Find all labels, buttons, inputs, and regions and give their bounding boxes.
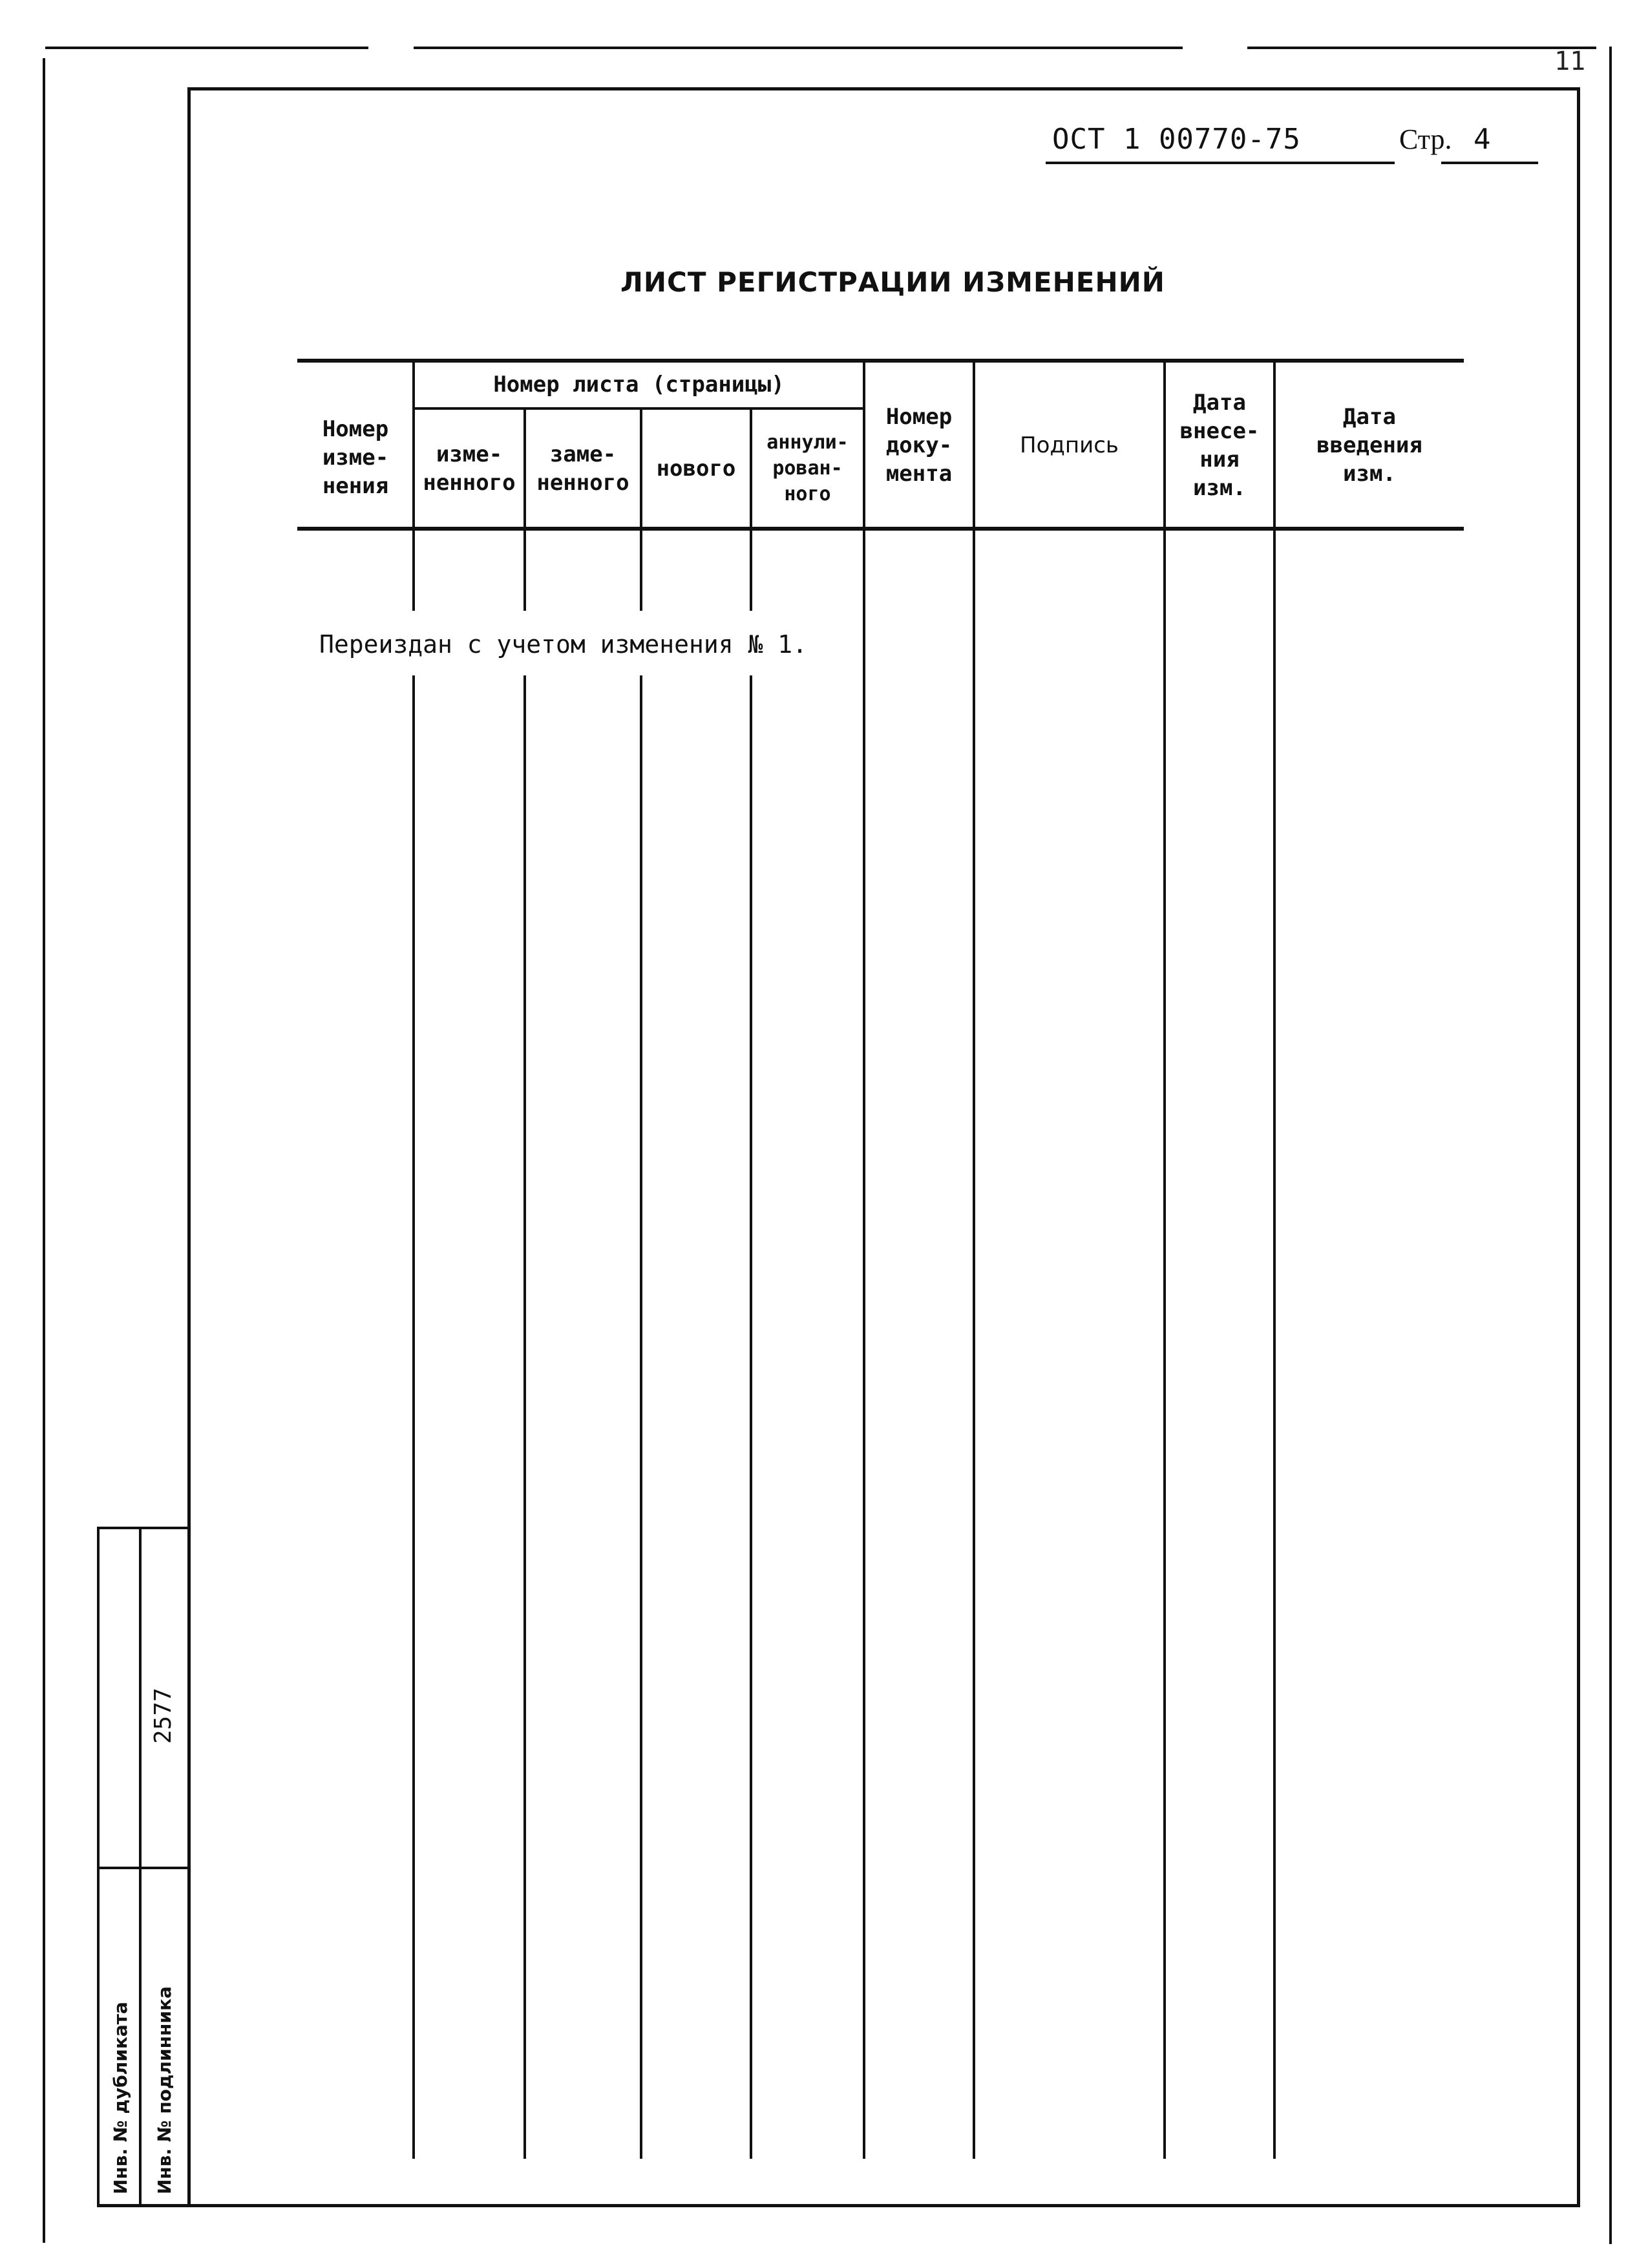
outer-top-line-left <box>45 47 368 49</box>
frame-right <box>1577 87 1580 2207</box>
vline-5 <box>863 361 865 2159</box>
outer-left-line <box>43 58 45 2243</box>
header-underline-left <box>1046 162 1395 164</box>
page-number: 11 <box>1554 47 1586 76</box>
page-value: 4 <box>1474 123 1491 156</box>
stamp-duplicate-label: Инв. № дубликата <box>110 2002 131 2194</box>
page-label: Стр. <box>1399 123 1452 155</box>
outer-top-line-mid <box>414 47 1183 49</box>
frame-bottom <box>97 2204 1580 2207</box>
outer-right-line <box>1609 47 1612 2244</box>
frame-left <box>187 87 191 2207</box>
stamp-left <box>97 1527 100 2205</box>
reissue-note: Переиздан с учетом изменения № 1. <box>319 630 807 659</box>
document-code: ОСТ 1 00770-75 <box>1052 123 1301 156</box>
outer-top-line-right <box>1247 47 1596 49</box>
table-header-bottom-rule <box>297 527 1464 531</box>
header-new: нового <box>656 455 736 482</box>
vline-7 <box>1163 361 1166 2159</box>
header-sheet-number-group: Номер листа (страницы) <box>493 372 785 397</box>
sheet-title: ЛИСТ РЕГИСТРАЦИИ ИЗМЕНЕНИЙ <box>620 266 1165 298</box>
header-cancelled: аннули- рован- ного <box>766 430 849 505</box>
stamp-top <box>97 1527 187 1529</box>
table-top-rule <box>297 359 1464 363</box>
vline-6 <box>973 361 975 2159</box>
stamp-divider <box>139 1527 142 2205</box>
header-document-number: Номер доку- мента <box>885 403 953 487</box>
frame-top <box>189 87 1579 90</box>
stamp-original-label: Инв. № подлинника <box>154 1986 175 2194</box>
vline-8 <box>1273 361 1276 2159</box>
header-changed: изме- ненного <box>423 441 516 496</box>
header-signature: Подпись <box>1020 432 1119 458</box>
stamp-mid-rule <box>97 1867 187 1869</box>
header-replaced: заме- ненного <box>536 441 629 496</box>
header-date-introduction: Дата введения изм. <box>1316 403 1422 487</box>
header-date-entry: Дата внесе- ния изм. <box>1179 389 1260 501</box>
header-underline-right <box>1441 162 1538 164</box>
header-change-number: Номер изме- нения <box>322 416 389 499</box>
stamp-original-value: 2577 <box>150 1688 176 1744</box>
